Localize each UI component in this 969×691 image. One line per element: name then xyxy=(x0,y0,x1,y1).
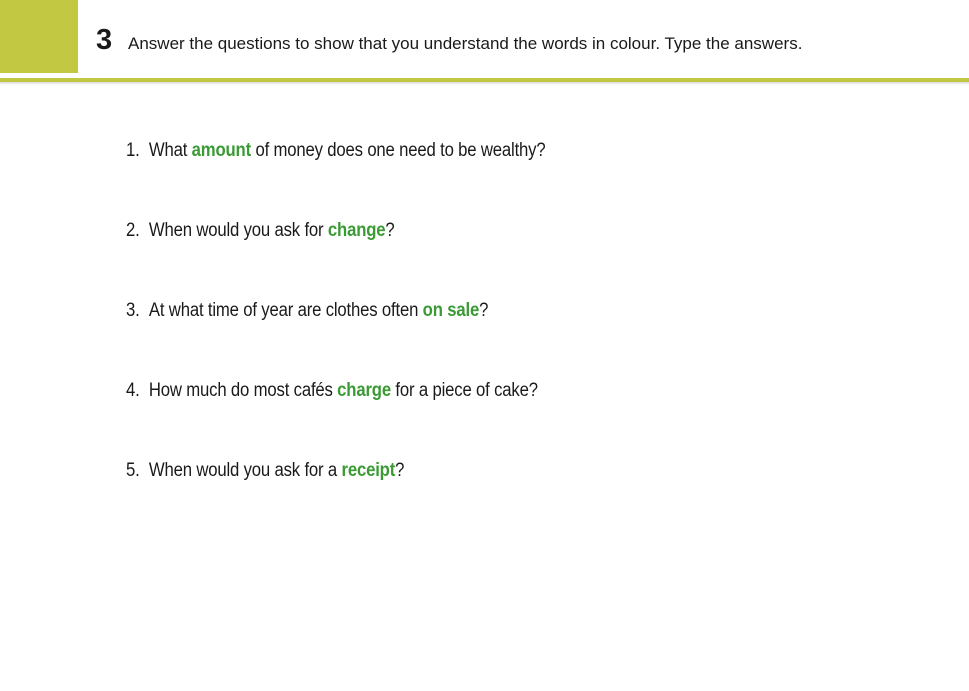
question-number: 4. xyxy=(126,380,140,401)
question-text-after: for a piece of cake? xyxy=(390,380,538,401)
question-text-before: When would you ask for a xyxy=(148,460,342,481)
question-item xyxy=(126,459,545,539)
header-divider-shadow xyxy=(0,82,969,85)
question-item xyxy=(126,299,545,379)
question-number: 2. xyxy=(126,220,140,241)
question-number: 3. xyxy=(126,300,140,321)
exercise-number: 3 xyxy=(96,24,113,56)
question-number: 5. xyxy=(126,460,140,481)
question-text-after: ? xyxy=(479,300,489,321)
question-number: 1. xyxy=(126,140,140,161)
question-list xyxy=(126,139,603,539)
question-keyword: change xyxy=(327,220,386,241)
question-item xyxy=(126,219,545,299)
question-keyword: receipt xyxy=(341,460,396,481)
question-keyword: on sale xyxy=(422,300,480,321)
question-item xyxy=(126,379,545,459)
header-accent-block xyxy=(0,0,78,73)
question-keyword: charge xyxy=(337,380,391,401)
question-text-before: When would you ask for xyxy=(148,220,328,241)
question-text-after: ? xyxy=(395,460,405,481)
question-text-before: How much do most cafés xyxy=(148,380,338,401)
question-text-after: ? xyxy=(385,220,395,241)
question-item xyxy=(126,139,545,219)
question-text-before: At what time of year are clothes often xyxy=(148,300,423,321)
question-keyword: amount xyxy=(191,140,251,161)
question-text-before: What xyxy=(148,140,192,161)
exercise-instruction: Answer the questions to show that you understand the words in colour. Type the answers. xyxy=(128,34,803,53)
question-text-after: of money does one need to be wealthy? xyxy=(250,140,546,161)
